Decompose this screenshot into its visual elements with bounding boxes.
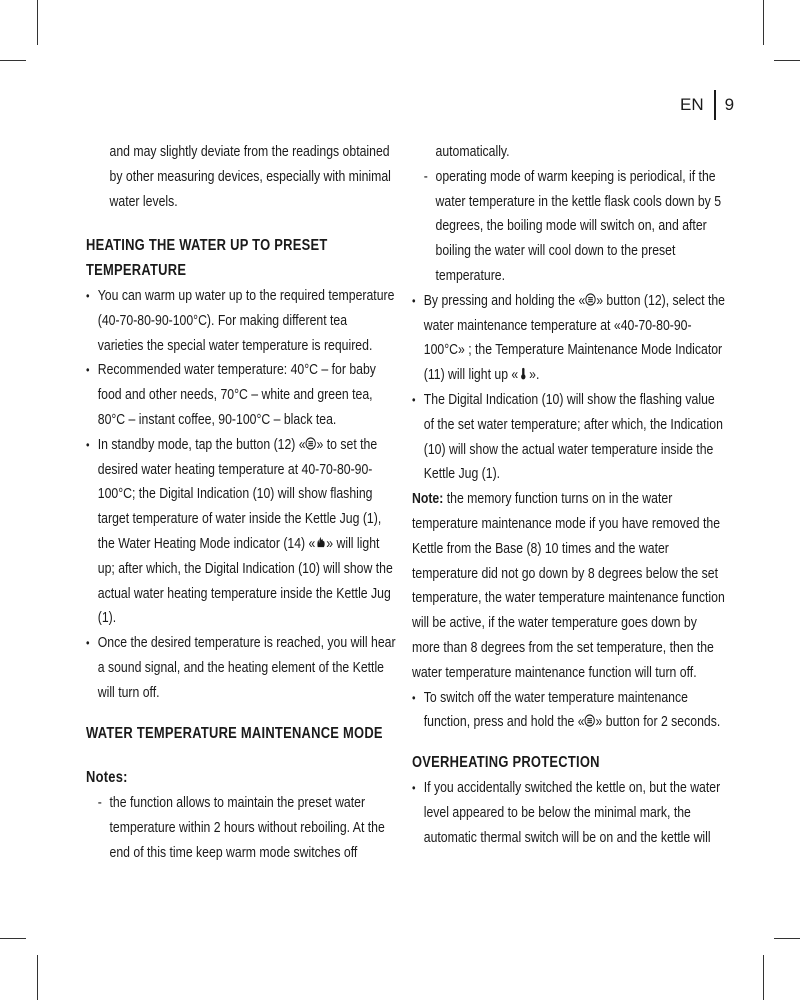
heading-heating-to-preset: HEATING THE WATER UP TO PRESET TEMPERATURE xyxy=(86,237,328,280)
thermometer-indicator-icon xyxy=(518,367,529,380)
list-item: • By pressing and holding the « » button (12), select the water maintenance temperature at «40-70-80-90-100°C» ; the Temperature Maintenance Mode Indicator (11) will light up « ». xyxy=(412,289,727,388)
right-column xyxy=(412,140,727,850)
list-item: • If you accidentally switched the kettle on, but the water level appeared to be below the minimal mark, the automatic thermal switch will be on and the kettle will xyxy=(412,776,727,850)
memory-function-note: Note: the memory function turns on in the water temperature maintenance mode if you have removed the Kettle from the Base (8) 10 times and the water temperature did not go down by 8 degrees below the set temperature, the water temperature maintenance function will be active, if the water temperature goes down by more than 8 degrees from the set temperature, then the water temperature maintenance function will turn off. xyxy=(412,491,725,681)
notes-label: Notes: xyxy=(86,769,128,787)
list-item: - operating mode of warm keeping is periodical, if the water temperature in the kettle flask cools down by 5 degrees, the boiling mode will switch on, and after boiling the water will cool down to the preset temperature. xyxy=(412,165,727,289)
heading-maintenance-mode: WATER TEMPERATURE MAINTENANCE MODE xyxy=(86,724,383,742)
crop-mark-bottom-left-v xyxy=(37,955,38,1000)
temperature-select-button-icon xyxy=(585,293,596,306)
language-code: EN xyxy=(680,95,704,114)
maintenance-bullet-list xyxy=(412,289,727,487)
heading-overheating-protection: OVERHEATING PROTECTION xyxy=(412,754,600,772)
header-divider xyxy=(714,90,716,120)
list-item: • Once the desired temperature is reached, you will hear a sound signal, and the heating element of the Kettle will turn off. xyxy=(86,631,396,705)
list-item: • To switch off the water temperature maintenance function, press and hold the « » button for 2 seconds. xyxy=(412,686,727,736)
list-item: • The Digital Indication (10) will show the flashing value of the set water temperature; after which, the Indication (10) will show the actual water temperature inside the Kettle Jug (1). xyxy=(412,388,727,487)
overheating-bullet-list xyxy=(412,776,727,850)
list-item: • In standby mode, tap the button (12) « » to set the desired water heating temperature at 40-70-80-90-100°C; the Digital Indication (10) will show flashing target temperature of water inside the Kettle Jug (1), the Water Heating Mode indicator (14) « » will light up; after which, the Digital Indication (10) will show the actual water heating temperature inside the Kettle Jug (1). xyxy=(86,433,396,631)
list-item: - the function allows to maintain the preset water temperature within 2 hours without reboiling. At the end of this time keep warm mode switches off xyxy=(86,791,396,865)
crop-mark-top-left-v xyxy=(37,0,38,45)
notes-dash-list-continued xyxy=(412,165,727,289)
crop-mark-top-right-v xyxy=(763,0,764,45)
crop-mark-top-left-h xyxy=(0,60,26,61)
list-item: • You can warm up water up to the required temperature (40-70-80-90-100°C). For making different tea varieties the special water temperature is required. xyxy=(86,284,396,358)
list-item: • Recommended water temperature: 40°C – for baby food and other needs, 70°C – white and green tea, 80°C – instant coffee, 90-100°C – black tea. xyxy=(86,358,396,432)
heating-bullet-list xyxy=(86,284,396,706)
left-column xyxy=(86,140,396,866)
crop-mark-bottom-right-v xyxy=(763,955,764,1000)
crop-mark-bottom-left-h xyxy=(0,938,26,939)
page-number: 9 xyxy=(724,95,735,114)
temperature-select-button-icon xyxy=(585,714,596,727)
intro-continuation: and may slightly deviate from the readings obtained by other measuring devices, especially with minimal water levels. xyxy=(109,144,391,210)
switch-off-bullet-list xyxy=(412,686,727,736)
temperature-select-button-icon xyxy=(306,437,317,450)
page-header xyxy=(680,90,734,120)
note-label: Note: xyxy=(412,491,444,508)
crop-mark-bottom-right-h xyxy=(774,938,800,939)
notes-continuation: automatically. xyxy=(435,144,510,160)
notes-dash-list xyxy=(86,791,396,865)
crop-mark-top-right-h xyxy=(774,60,800,61)
water-heating-mode-icon xyxy=(315,536,326,549)
